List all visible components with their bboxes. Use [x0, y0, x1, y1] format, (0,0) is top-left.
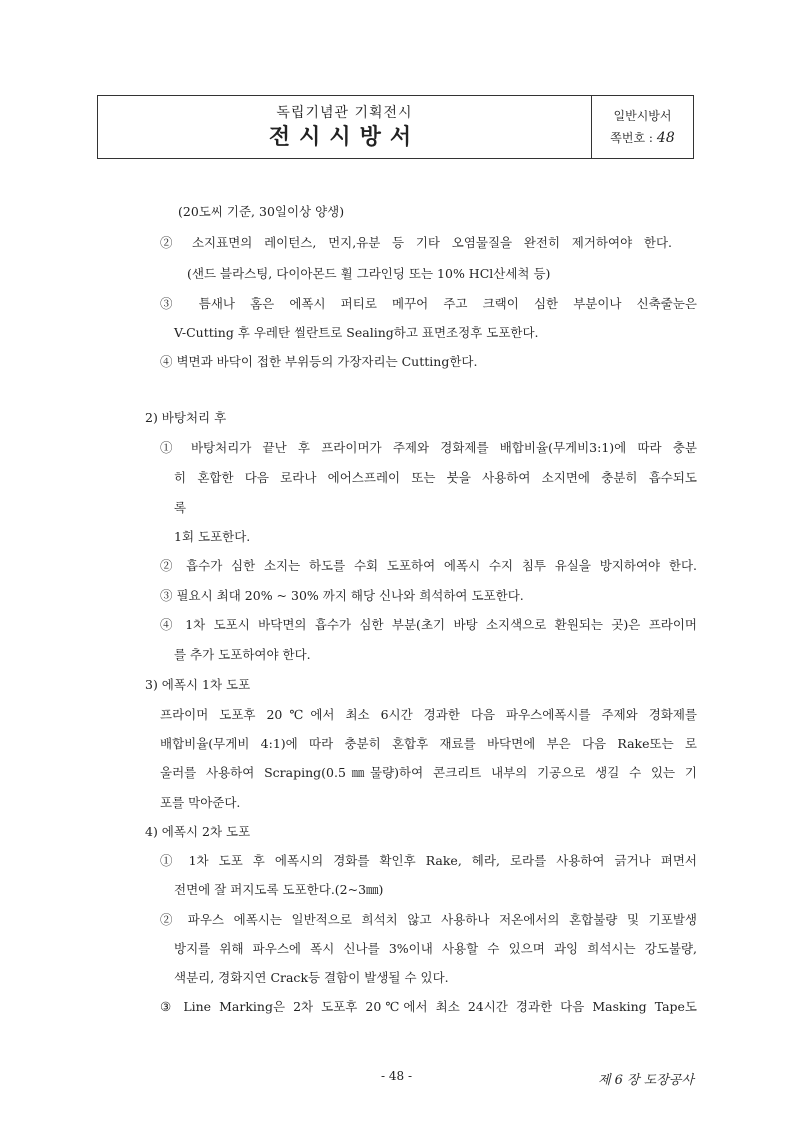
text-line: ③ Line Marking은 2차 도포후 20℃에서 최소 24시간 경과한 다음 Masking Tape도: [160, 999, 697, 1014]
page-number-value: 48: [656, 130, 675, 146]
text-line: ① 1차 도포 후 에폭시의 경화를 확인후 Rake, 헤라, 로라를 사용하여 긁거나 펴면서: [160, 853, 697, 868]
header-subtitle: 독립기념관 기획전시: [276, 105, 413, 121]
page-number-label: 쪽번호 :: [610, 131, 653, 145]
text-line: ① 바탕처리가 끝난 후 프라이머가 주제와 경화제를 배합비율(무게비3:1)에 따라 충분: [160, 440, 697, 455]
text-line: ② 흡수가 심한 소지는 하도를 수회 도포하여 에폭시 수지 침투 유실을 방지하여야 한다.: [160, 558, 697, 573]
text-line: 1회 도포한다.: [174, 529, 251, 544]
text-line: 프라이머 도포후 20℃에서 최소 6시간 경과한 다음 파우스에폭시를 주제와 경화제를: [160, 707, 697, 722]
text-line: (20도씨 기준, 30일이상 양생): [178, 204, 345, 219]
header-title: 전시시방서: [268, 124, 421, 150]
section-heading: 3) 에폭시 1차 도포: [145, 677, 251, 692]
text-line: ② 파우스 에폭시는 일반적으로 희석치 않고 사용하나 저온에서의 혼합불량 및 기포발생: [160, 912, 697, 927]
text-line: ③ 틈새나 홈은 에폭시 퍼티로 메꾸어 주고 크랙이 심한 부분이나 신축줄눈은: [160, 296, 697, 311]
text-line: ② 소지표면의 레이턴스, 먼지,유분 등 기타 오염물질을 완전히 제거하여야 한다.: [160, 235, 672, 250]
document-header: [97, 95, 694, 159]
header-meta-block: [592, 96, 693, 158]
section-heading: 2) 바탕처리 후: [145, 410, 227, 425]
text-line: ④ 벽면과 바닥이 접한 부위등의 가장자리는 Cutting한다.: [160, 354, 478, 369]
text-line: 색분리, 경화지연 Crack등 결함이 발생될 수 있다.: [174, 970, 449, 985]
header-title-block: [98, 96, 592, 158]
text-line: 를 추가 도포하여야 한다.: [174, 647, 311, 662]
text-line: 배합비율(무게비 4:1)에 따라 충분히 혼합후 재료를 바닥면에 부은 다음 Rake또는 로: [160, 736, 697, 751]
text-line: 포를 막아준다.: [160, 795, 241, 810]
page-number-field: [610, 127, 674, 149]
text-line: V-Cutting 후 우레탄 씰란트로 Sealing하고 표면조정후 도포한다.: [174, 325, 539, 340]
text-line: 울러를 사용하여 Scraping(0.5㎜물량)하여 콘크리트 내부의 기공으로 생길 수 있는 기: [160, 765, 697, 780]
text-line: 방지를 위해 파우스에 폭시 신나를 3%이내 사용할 수 있으며 과잉 희석시는 강도불량,: [174, 941, 697, 956]
doc-type-label: 일반시방서: [613, 109, 672, 123]
text-line: ④ 1차 도포시 바닥면의 흡수가 심한 부분(초기 바탕 소지색으로 환원되는 곳)은 프라이머: [160, 617, 697, 632]
footer-page-number: - 48 -: [380, 1069, 412, 1083]
footer-chapter: 제 6 장 도장공사: [597, 1073, 694, 1088]
text-line: ③ 필요시 최대 20% ~ 30% 까지 해당 신나와 희석하여 도포한다.: [160, 588, 524, 603]
text-line: 전면에 잘 퍼지도록 도포한다.(2~3㎜): [174, 882, 384, 897]
text-line: 히 혼합한 다음 로라나 에어스프레이 또는 붓을 사용하여 소지면에 충분히 흡수되도: [174, 470, 697, 485]
section-heading: 4) 에폭시 2차 도포: [145, 824, 251, 839]
text-line: (샌드 블라스팅, 다이아몬드 휠 그라인딩 또는 10% HCl산세척 등): [187, 266, 551, 281]
text-line: 록: [174, 500, 187, 515]
